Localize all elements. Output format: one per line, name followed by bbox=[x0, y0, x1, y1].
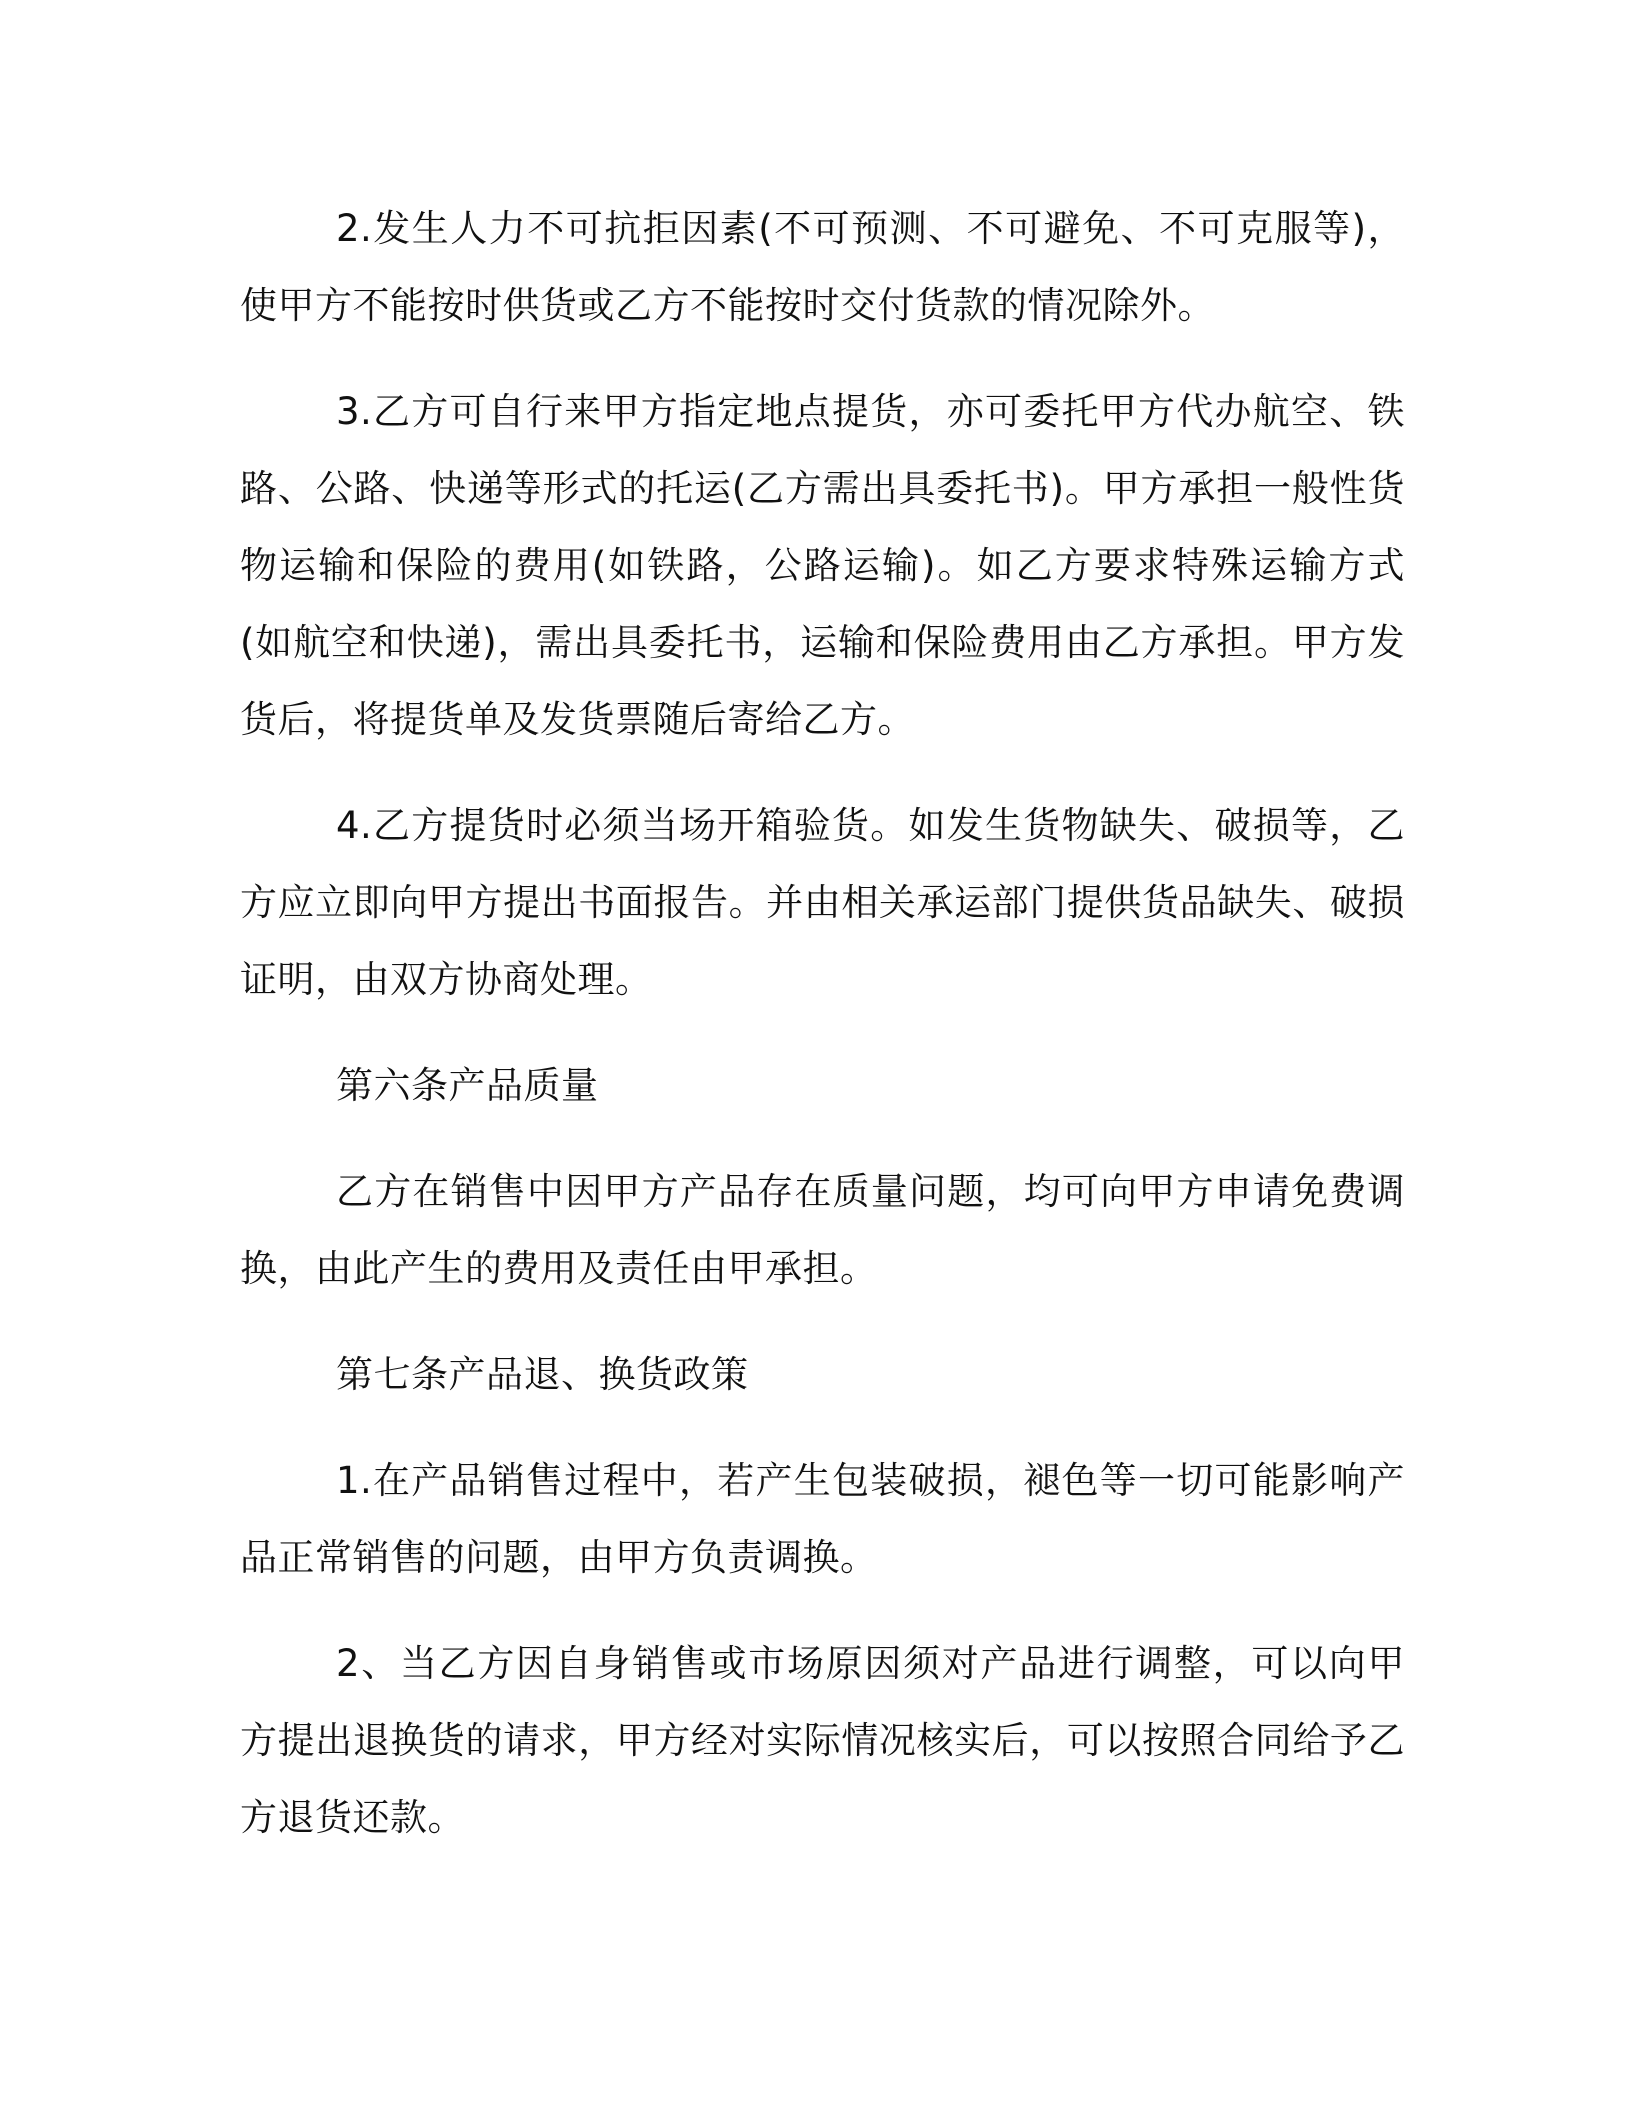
paragraph-quality-exchange: 乙方在销售中因甲方产品存在质量问题，均可向甲方申请免费调换，由此产生的费用及责任由甲承担。 bbox=[240, 1170, 1405, 1290]
document-body bbox=[240, 190, 1405, 1885]
paragraph-pickup-shipping: 3.乙方可自行来甲方指定地点提货，亦可委托甲方代办航空、铁路、公路、快递等形式的托运(乙方需出具委托书)。甲方承担一般性货物运输和保险的费用(如铁路，公路运输)。如乙方要求特殊运输方式(如航空和快递)，需出具委托书，运输和保险费用由乙方承担。甲方发货后，将提货单及发货票随后寄给乙方。 bbox=[240, 390, 1405, 741]
paragraph-force-majeure: 2.发生人力不可抗拒因素(不可预测、不可避免、不可克服等)，使甲方不能按时供货或乙方不能按时交付货款的情况除外。 bbox=[240, 207, 1405, 327]
section-heading-quality: 第六条产品质量 bbox=[336, 1064, 599, 1107]
section-heading-return-policy: 第七条产品退、换货政策 bbox=[336, 1353, 749, 1396]
paragraph-inspection: 4.乙方提货时必须当场开箱验货。如发生货物缺失、破损等，乙方应立即向甲方提出书面报告。并由相关承运部门提供货品缺失、破损证明，由双方协商处理。 bbox=[240, 804, 1405, 1001]
paragraph-return-refund: 2、当乙方因自身销售或市场原因须对产品进行调整，可以向甲方提出退换货的请求，甲方经对实际情况核实后，可以按照合同给予乙方退货还款。 bbox=[240, 1642, 1405, 1839]
paragraph-damage-exchange: 1.在产品销售过程中，若产生包装破损，褪色等一切可能影响产品正常销售的问题，由甲方负责调换。 bbox=[240, 1459, 1405, 1579]
